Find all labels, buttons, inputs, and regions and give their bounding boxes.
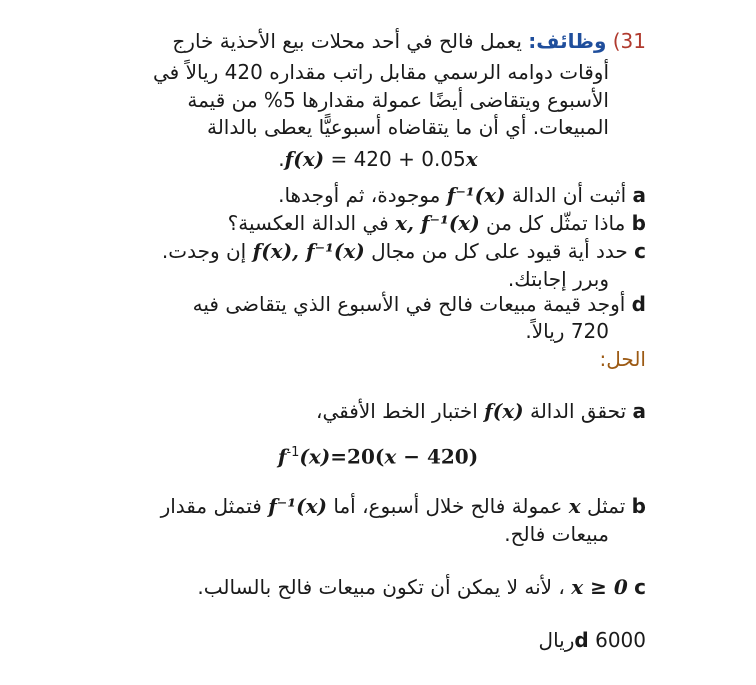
solution-d-label: d (574, 628, 589, 652)
equation-dot: . (278, 147, 285, 171)
part-a-label: a (632, 183, 646, 207)
solution-a-after: اختبار الخط الأفقي، (316, 399, 478, 423)
part-c-after: إن وجدت. (161, 239, 247, 263)
solution-a (316, 398, 646, 424)
problem-text-line: يعمل فالح في أحد محلات بيع الأحذية خارج (172, 29, 522, 53)
part-d (193, 291, 646, 317)
part-b-after: في الدالة العكسية؟ (227, 211, 389, 235)
solution-b-line-2 (504, 521, 609, 547)
solution-b-after: فتمثل مقدار (160, 494, 262, 518)
inverse-f: f (277, 444, 287, 469)
part-b-label: b (631, 211, 646, 235)
solution-c-text: ، لأنه لا يمكن أن تكون مبيعات فالح بالسالب. (197, 575, 565, 599)
part-d-line2: 720 ريالاً. (525, 319, 609, 343)
part-b (228, 210, 646, 236)
part-a-after: موجودة، ثم أوجدها. (278, 183, 441, 207)
problem-line-4 (207, 114, 609, 140)
problem-line-3 (187, 87, 609, 113)
solution-b-mid: عمولة فالح خلال أسبوع، أما (333, 494, 563, 518)
solution-c (197, 574, 646, 600)
solution-b-var: x (568, 494, 581, 518)
part-c (162, 238, 646, 264)
solution-b-line2: مبيعات فالح. (504, 522, 609, 546)
part-c-line2: وبرر إجابتك. (507, 267, 609, 291)
inverse-eq: =20( (330, 444, 385, 469)
solution-a-math: f(x) (484, 399, 524, 423)
solution-b-math: f⁻¹(x) (268, 494, 327, 518)
problem-text-line: المبيعات. أي أن ما يتقاضاه أسبوعيًّا يعطى بالدالة (206, 115, 609, 139)
inverse-x: x (384, 444, 397, 469)
solution-c-math: x ≥ 0 (571, 575, 628, 599)
inverse-sup: -1 (286, 445, 300, 460)
part-c-label: c (634, 239, 646, 263)
solution-d (539, 627, 646, 653)
problem-number: 31) (612, 29, 646, 53)
problem-text-line: أوقات دوامه الرسمي مقابل راتب مقداره 420 ريالاً في (152, 60, 609, 84)
part-b-math: x, f⁻¹(x) (395, 211, 480, 235)
part-c-line-2 (508, 266, 609, 292)
solution-heading-text: الحل: (599, 347, 646, 371)
part-c-before: حدد أية قيود على كل من مجال (371, 239, 628, 263)
part-a-before: أثبت أن الدالة (511, 183, 627, 207)
part-a-math: f⁻¹(x) (446, 183, 506, 207)
problem-line-1 (172, 28, 646, 54)
problem-text-line: الأسبوع ويتقاضى أيضًا عمولة مقدارها 5% من قيمة (187, 88, 609, 112)
inverse-rest: − 420) (396, 444, 479, 469)
equation-rhs: = 420 + 0.05 (330, 147, 466, 171)
solution-a-label: a (632, 399, 646, 423)
equation-lhs: f(x) (284, 147, 325, 171)
problem-topic: وظائف: (528, 29, 607, 53)
weekly-pay-equation (0, 146, 756, 172)
part-b-before: ماذا تمثّل كل من (486, 211, 626, 235)
problem-line-2 (153, 59, 609, 85)
solution-c-label: c (634, 575, 646, 599)
part-d-line1: أوجد قيمة مبيعات فالح في الأسبوع الذي يتقاضى فيه (192, 292, 626, 316)
solution-b (161, 493, 646, 519)
part-d-line-2 (525, 318, 609, 344)
equation-var: x (465, 147, 478, 171)
solution-b-label: b (631, 494, 646, 518)
solution-heading (600, 346, 646, 372)
part-d-label: d (631, 292, 646, 316)
solution-a-before: تحقق الدالة (529, 399, 627, 423)
part-c-math: f(x), f⁻¹(x) (252, 239, 365, 263)
inverse-arg: (x) (299, 444, 331, 469)
solution-b-before: تمثل (587, 494, 626, 518)
part-a (278, 182, 646, 208)
inverse-equation (0, 440, 756, 470)
solution-d-text: 6000ريال (538, 628, 646, 652)
